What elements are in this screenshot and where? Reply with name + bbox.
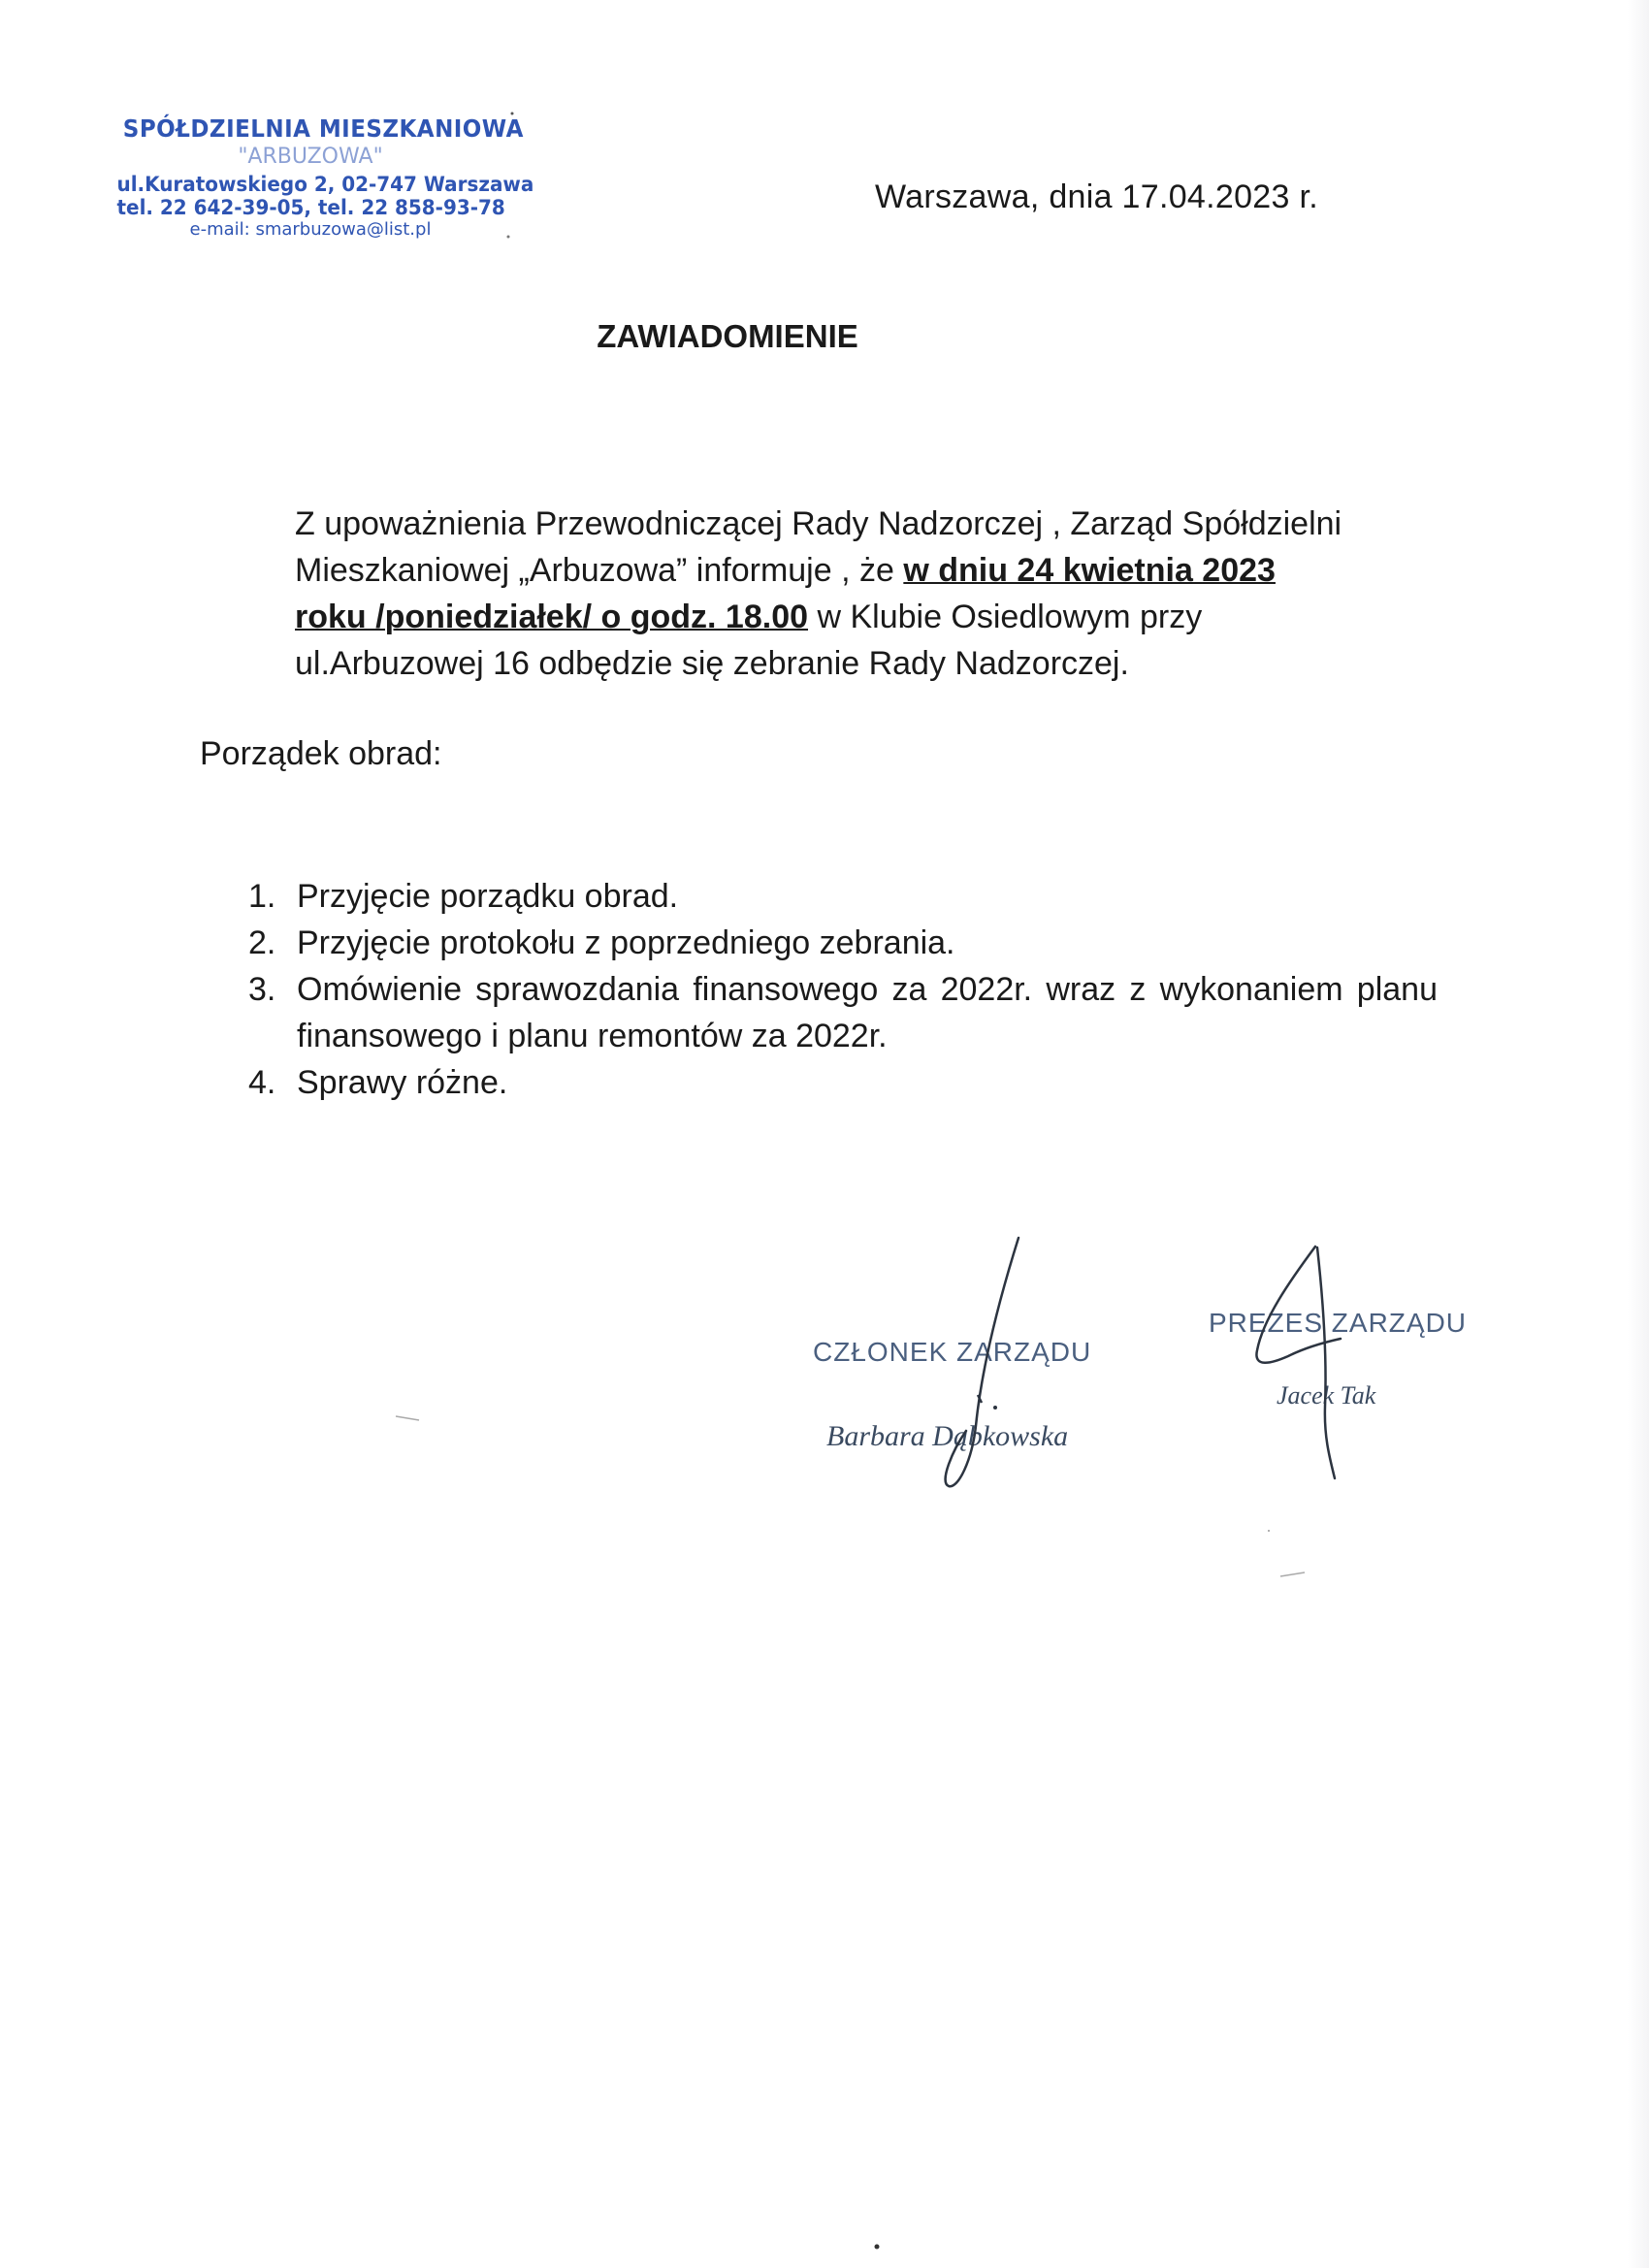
stamp-name: SPÓŁDZIELNIA MIESZKANIOWA xyxy=(122,114,524,143)
agenda-item-number: 1. xyxy=(248,878,276,915)
president-signature-mark xyxy=(1232,1242,1387,1484)
agenda-item-text: Przyjęcie protokołu z poprzedniego zebrania. xyxy=(297,924,955,961)
document-title: ZAWIADOMIENIE xyxy=(597,318,858,354)
member-signature-label: CZŁONEK ZARZĄDU xyxy=(813,1337,1092,1367)
agenda-list xyxy=(248,873,1438,1106)
agenda-item-number: 4. xyxy=(248,1064,276,1101)
member-signature-mark xyxy=(931,1232,1048,1504)
agenda-item xyxy=(248,873,1438,920)
notice-text-part2: w Klubie Osiedlowym przy ul.Arbuzowej 16 odbędzie się zebranie Rady Nadzorczej. xyxy=(295,599,1203,682)
stamp-email: e-mail: smarbuzowa@list.pl xyxy=(189,219,432,240)
agenda-item-text: Przyjęcie porządku obrad. xyxy=(297,878,679,915)
president-name: Jacek Tak xyxy=(1277,1381,1376,1409)
notice-text-part1: Z upoważnienia Przewodniczącej Rady Nadzorczej , Zarząd Spółdzielni Mieszkaniowej „Arbuzowa” informuje , że xyxy=(295,505,1342,589)
agenda-item xyxy=(248,1059,1438,1106)
president-signature-label: PREZES ZARZĄDU xyxy=(1209,1308,1468,1338)
notice-body xyxy=(200,501,1344,687)
agenda-item-text: Sprawy różne. xyxy=(297,1064,508,1101)
agenda-label: Porządek obrad: xyxy=(200,735,442,772)
stamp-address: ul.Kuratowskiego 2, 02-747 Warszawa xyxy=(116,173,534,196)
meeting-datetime: w dniu 24 kwietnia 2023 roku /poniedziałek/ o godz. 18.00 xyxy=(295,552,1276,635)
cooperative-stamp xyxy=(107,114,534,240)
agenda-item-number: 2. xyxy=(248,924,276,961)
agenda-item xyxy=(248,966,1438,1059)
agenda-item xyxy=(248,920,1438,966)
agenda-item-text: Omówienie sprawozdania finansowego za 2022r. wraz z wykonaniem planu finansowego i planu remontów za 2022r. xyxy=(297,971,1438,1054)
notice-paragraph xyxy=(200,501,1344,687)
document-date: Warszawa, dnia 17.04.2023 r. xyxy=(875,178,1318,215)
stamp-phone: tel. 22 642-39-05, tel. 22 858-93-78 xyxy=(116,196,505,219)
stamp-subname: "ARBUZOWA" xyxy=(238,145,383,169)
agenda-item-number: 3. xyxy=(248,971,276,1008)
member-name: Barbara Dąbkowska xyxy=(826,1420,1069,1452)
